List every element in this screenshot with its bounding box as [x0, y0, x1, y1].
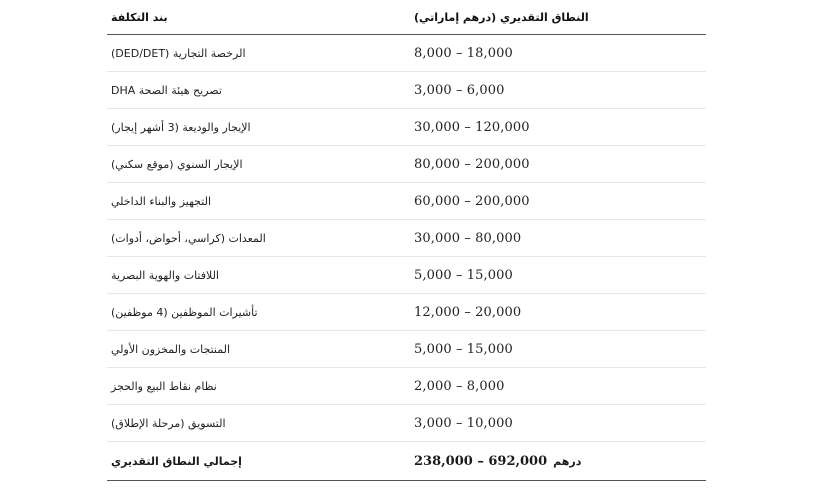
table-row	[107, 109, 706, 146]
range-cell: 2,000 – 8,000	[410, 368, 706, 405]
header-estimated-range: النطاق التقديري (درهم إماراتي)	[410, 0, 706, 35]
total-row	[107, 442, 706, 481]
range-cell: 30,000 – 120,000	[410, 109, 706, 146]
cost-item-cell: الرخصة التجارية (DED/DET)	[107, 35, 410, 72]
range-cell: 80,000 – 200,000	[410, 146, 706, 183]
header-row	[107, 0, 706, 35]
table-body	[107, 35, 706, 442]
table-row	[107, 72, 706, 109]
cost-table	[107, 0, 706, 481]
table-row	[107, 35, 706, 72]
cost-item-cell: التسويق (مرحلة الإطلاق)	[107, 405, 410, 442]
table-footer	[107, 442, 706, 481]
range-cell: 60,000 – 200,000	[410, 183, 706, 220]
cost-item-cell: اللافتات والهوية البصرية	[107, 257, 410, 294]
table-row	[107, 331, 706, 368]
range-cell: 12,000 – 20,000	[410, 294, 706, 331]
range-cell: 3,000 – 6,000	[410, 72, 706, 109]
table-header	[107, 0, 706, 35]
cost-item-cell: تأشيرات الموظفين (4 موظفين)	[107, 294, 410, 331]
cost-item-cell: المنتجات والمخزون الأولي	[107, 331, 410, 368]
table-row	[107, 220, 706, 257]
table-row	[107, 368, 706, 405]
table-row	[107, 146, 706, 183]
total-range-value: 238,000 – 692,000	[414, 453, 548, 469]
range-cell: 5,000 – 15,000	[410, 331, 706, 368]
cost-table-container	[107, 0, 706, 481]
range-cell: 3,000 – 10,000	[410, 405, 706, 442]
total-label: إجمالي النطاق التقديري	[107, 442, 410, 481]
table-row	[107, 183, 706, 220]
table-row	[107, 294, 706, 331]
total-currency: درهم	[553, 454, 582, 468]
cost-item-cell: الإيجار والوديعة (3 أشهر إيجار)	[107, 109, 410, 146]
table-row	[107, 257, 706, 294]
range-cell: 30,000 – 80,000	[410, 220, 706, 257]
header-cost-item: بند التكلفة	[107, 0, 410, 35]
cost-item-cell: نظام نقاط البيع والحجز	[107, 368, 410, 405]
range-cell: 5,000 – 15,000	[410, 257, 706, 294]
total-range-cell	[410, 442, 706, 481]
cost-item-cell: التجهيز والبناء الداخلي	[107, 183, 410, 220]
range-cell: 8,000 – 18,000	[410, 35, 706, 72]
cost-item-cell: تصريح هيئة الصحة DHA	[107, 72, 410, 109]
cost-item-cell: الإيجار السنوي (موقع سكني)	[107, 146, 410, 183]
table-row	[107, 405, 706, 442]
cost-item-cell: المعدات (كراسي، أحواض، أدوات)	[107, 220, 410, 257]
